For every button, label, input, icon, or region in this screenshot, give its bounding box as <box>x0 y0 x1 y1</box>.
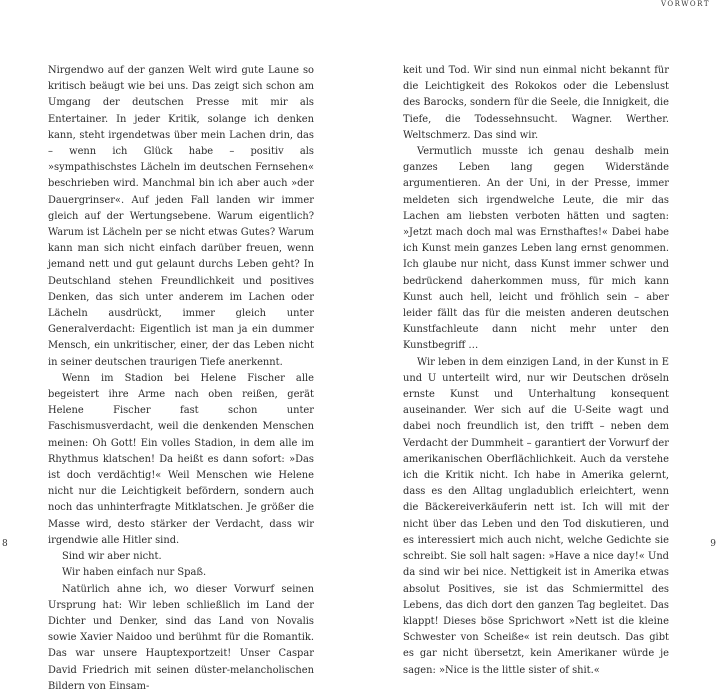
paragraph: Natürlich ahne ich, wo dieser Vorwurf seinen Ursprung hat: Wir leben schließlich im Land der Dichter und Denker, sind das Land von Novalis sowie Xavier Naidoo und berühmt für die Romantik. Das war unsere Hauptexportzeit! Unser Caspar David Friedrich mit seinen düster-melancholischen Bildern von Einsam- <box>48 583 314 692</box>
right-page-text <box>403 63 669 679</box>
paragraph: Wenn im Stadion bei Helene Fischer alle begeistert ihre Arme nach oben reißen, gerät Helene Fischer fast schon unter Faschismusverdacht, weil die denkenden Menschen meinen: Oh Gott! Ein volles Stadion, in dem alle im Rhythmus klatschen! Da heißt es dann sofort: »Das ist doch verdächtig!« Weil Menschen wie Helene nicht nur die Leichtigkeit befördern, sondern auch noch das unhinterfragte Mitklatschen. Je größer die Masse wird, desto stärker der Verdacht, dass wir irgendwie alle Hitler sind. <box>48 372 314 546</box>
page-number-left: 8 <box>2 539 8 549</box>
paragraph: keit und Tod. Wir sind nun einmal nicht bekannt für die Leichtigkeit des Rokokos oder die Lebenslust des Barocks, sondern für die Seele, die Innigkeit, die Tiefe, die Todessehnsucht. Wagner. Werther. Weltschmerz. Das sind wir. <box>403 65 669 141</box>
running-head: VORWORT <box>660 0 710 8</box>
paragraph: Vermutlich musste ich genau deshalb mein ganzes Leben lang gegen Widerstände argumentieren. An der Uni, in der Presse, immer meldeten sich irgendwelche Leute, die mir das Lachen am liebsten verboten hätten und sagten: »Jetzt mach doch mal was Ernsthaftes!« Dabei habe ich Kunst mein ganzes Leben lang ernst genommen. Ich glaube nur nicht, dass Kunst immer schwer und bedrückend daherkommen muss, für mich kann Kunst auch hell, leicht und fröhlich sein – aber leider fällt das für die meisten anderen deutschen Kunstfachleute dann nicht mehr unter den Kunstbegriff … <box>403 146 669 352</box>
paragraph: Nirgendwo auf der ganzen Welt wird gute Laune so kritisch beäugt wie bei uns. Das zeigt sich schon am Umgang der deutschen Presse mit mir als Entertainer. In jeder Kritik, solange ich denken kann, steht irgendetwas über mein Lachen drin, das – wenn ich Glück habe – positiv als »sympathischstes Lächeln im deutschen Fernsehen« beschrieben wird. Manchmal bin ich aber auch »der Dauergrinser«. Auf jeden Fall landen wir immer gleich auf der Wertungsebene. Warum eigentlich? Warum ist Lächeln per se nicht etwas Gutes? Warum kann man sich nicht einfach darüber freuen, wenn jemand nett und gut gelaunt durchs Leben geht? In Deutschland stehen Freundlichkeit und positives Denken, das sich unter anderem im Lachen oder Lächeln ausdrückt, immer gleich unter Generalverdacht: Eigentlich ist man ja ein dummer Mensch, ein unkritischer, einer, der das Leben nicht in seiner deutschen traurigen Tiefe anerkennt. <box>48 65 314 368</box>
left-page-text <box>48 63 314 695</box>
paragraph: Wir haben einfach nur Spaß. <box>62 567 207 579</box>
paragraph: Sind wir aber nicht. <box>62 551 162 563</box>
paragraph: Wir leben in dem einzigen Land, in der Kunst in E und U unterteilt wird, nur wir Deutschen dröseln ernste Kunst und Unterhaltung konsequent auseinander. Wer sich auf die U-Seite wagt und dabei noch freundlich ist, den trifft – neben dem Verdacht der Dummheit – garantiert der Vorwurf der amerikanischen Oberflächlichkeit. Auch da verstehe ich die Kritik nicht. Ich habe in Amerika gelernt, dass es den Alltag ungladublich erleichtert, wenn die Bäckereiverkäuferin nett ist. Ich will mit der nicht über das Leben und den Tod diskutieren, und es interessiert mich auch nicht, welche Gedichte sie schreibt. Sie soll halt sagen: »Have a nice day!« Und da sind wir bei nice. Nettigkeit ist in Amerika etwas absolut Positives, sie ist das Schmiermittel des Lebens, das dich dort den ganzen Tag begleitet. Das klappt! Dieses böse Sprichwort »Nett ist die kleine Schwester von Scheiße« ist rein deutsch. Das gibt es gar nicht übersetzt, kein Amerikaner würde je sagen: »Nice is the little sister of shit.« <box>403 356 669 676</box>
page-number-right: 9 <box>710 539 716 549</box>
